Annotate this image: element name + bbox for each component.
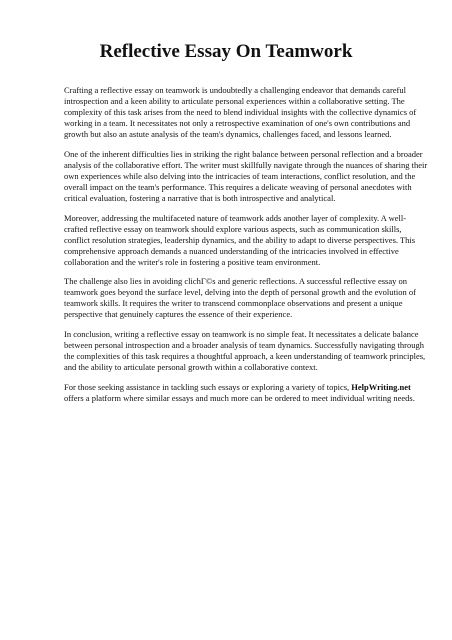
closing-paragraph — [64, 382, 428, 404]
paragraph-5: In conclusion, writing a reflective essay on teamwork is no simple feat. It necessitates a delicate balance between personal introspection and a broader analysis of team dynamics. Successfully navigating through the complexities of this task requires a thoughtful approach, a keen understanding of teamwork principles, and the ability to articulate personal growth within a collaborative context. — [64, 329, 426, 373]
paragraph-2: One of the inherent difficulties lies in striking the right balance between personal reflection and a broader analysis of the collaborative effort. The writer must skillfully navigate through the nuances of sharing their own experiences while also delving into the intricacies of team interactions, conflict resolution, and the overall impact on the team's performance. This requires a delicate weaving of personal anecdotes with critical evaluation, fostering a narrative that is both introspective and analytical. — [64, 148, 428, 203]
closing-text-after: offers a platform where similar essays and much more can be ordered to meet individual writing needs. — [64, 392, 415, 403]
paragraph-3: Moreover, addressing the multifaceted nature of teamwork adds another layer of complexity. A well-crafted reflective essay on teamwork should explore various aspects, such as communication skills, conflict resolution strategies, leadership dynamics, and the ability to adapt to diverse perspectives. This comprehensive approach demands a nuanced understanding of the intricacies involved in effective collaboration and the writer's role in fostering a positive team environment. — [64, 212, 416, 267]
paragraph-1: Crafting a reflective essay on teamwork is undoubtedly a challenging endeavor that demands careful introspection and a keen ability to articulate personal experiences within a collaborative setting. The complexity of this task arises from the need to blend individual insights with the collective dynamics of working in a team. It necessitates not only a retrospective examination of one's own contributions and growth but also an astute analysis of the team's dynamics, challenges faced, and lessons learned. — [64, 85, 417, 139]
closing-text-before: For those seeking assistance in tackling such essays or exploring a variety of topics, — [64, 381, 352, 392]
page-title: Reflective Essay On Teamwork — [99, 41, 353, 62]
helpwriting-link[interactable]: HelpWriting.net — [351, 381, 411, 392]
essay-body — [64, 85, 428, 413]
paragraph-4: The challenge also lies in avoiding clichГ©s and generic reflections. A successful reflective essay on teamwork goes beyond the surface level, delving into the depth of personal growth and the evolution of teamwork skills. It requires the writer to transcend commonplace observations and present a unique perspective that genuinely captures the essence of their experience. — [64, 276, 416, 320]
